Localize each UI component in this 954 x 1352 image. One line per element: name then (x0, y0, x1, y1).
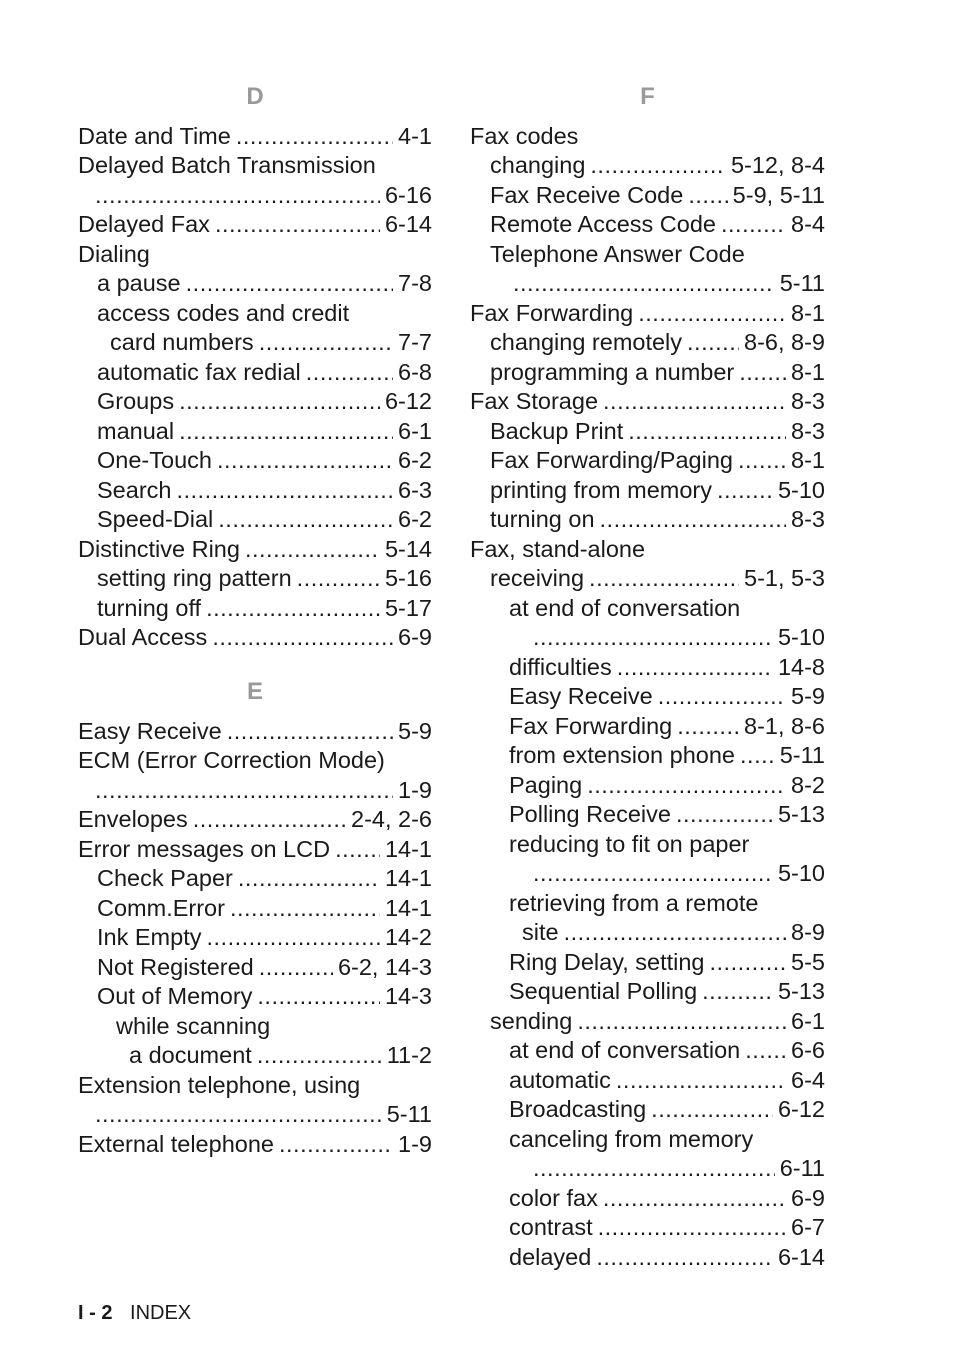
index-entry (78, 417, 432, 447)
dot-leader (628, 417, 786, 447)
index-entry-text: changing (490, 152, 586, 178)
index-entry (470, 889, 825, 919)
dot-leader (676, 800, 773, 830)
index-entry (78, 387, 432, 417)
dot-leader (218, 505, 393, 535)
index-entry (470, 741, 825, 771)
dot-leader (95, 181, 380, 211)
index-entry (78, 210, 432, 240)
index-entry (78, 1071, 432, 1101)
dot-leader (186, 269, 393, 299)
index-entry (78, 328, 432, 358)
index-entry-text: Delayed Fax (78, 211, 210, 237)
index-entry-page: 14-3 (384, 983, 432, 1009)
index-entry-text: setting ring pattern (97, 565, 292, 591)
dot-leader (212, 623, 393, 653)
dot-leader (577, 1007, 786, 1037)
index-entry-text: receiving (490, 565, 585, 591)
dot-leader (193, 805, 346, 835)
index-entry-text: Fax Forwarding (509, 712, 673, 739)
dot-leader (179, 387, 380, 417)
index-entry-text: Telephone Answer Code (490, 240, 745, 267)
dot-leader (677, 712, 739, 742)
section-letter-heading: F (640, 83, 655, 110)
index-entry-page: 5-11 (779, 742, 825, 768)
index-entry-page: 5-16 (384, 565, 432, 591)
index-entry-page: 1-9 (398, 776, 432, 803)
index-entry-text: turning on (490, 506, 595, 532)
index-entry-page: 8-6, 8-9 (744, 329, 825, 355)
index-entry-page: 5-9 (791, 683, 825, 709)
index-entry-page: 6-12 (384, 388, 432, 414)
index-entry (78, 151, 432, 181)
index-entry-page: 6-9 (398, 624, 432, 650)
index-entry-page: 6-2 (398, 447, 432, 473)
index-entry-page: 8-3 (791, 388, 825, 414)
index-entry (78, 805, 432, 835)
index-entry-page: 1-9 (398, 1130, 432, 1157)
dot-leader (616, 1066, 786, 1096)
dot-leader (533, 623, 773, 653)
index-entry (78, 564, 432, 594)
index-entry-text: Polling Receive (509, 801, 671, 827)
index-entry (470, 1007, 825, 1037)
index-column-right (470, 82, 825, 1272)
index-entry (78, 505, 432, 535)
index-entry-text: Paging (509, 771, 583, 798)
dot-leader (596, 1243, 773, 1273)
index-entry (470, 830, 825, 860)
index-entry (78, 358, 432, 388)
index-entry-text: Groups (97, 388, 175, 414)
index-entry-page: 8-1 (791, 299, 825, 326)
dot-leader (179, 417, 393, 447)
dot-leader (259, 328, 393, 358)
index-entry (470, 859, 825, 889)
index-entry-text: delayed (509, 1243, 592, 1270)
index-entry (470, 564, 825, 594)
index-entry-page: 8-4 (791, 211, 825, 237)
index-entry-page: 8-1 (791, 358, 825, 385)
index-entry (470, 1184, 825, 1214)
index-column-left (78, 82, 432, 1159)
index-entry (470, 446, 825, 476)
index-entry-text: sending (490, 1007, 573, 1034)
dot-leader (617, 653, 773, 683)
dot-leader (738, 446, 786, 476)
index-entry-text: color fax (509, 1184, 598, 1211)
index-entry (78, 894, 432, 924)
index-entry-text: retrieving from a remote (509, 889, 759, 916)
index-entry (470, 358, 825, 388)
index-entry (470, 1066, 825, 1096)
index-entry-page: 5-13 (777, 978, 825, 1004)
section-letter-heading: E (246, 678, 263, 705)
index-entry-text: Ring Delay, setting (509, 948, 705, 975)
index-entry-text: Envelopes (78, 806, 188, 832)
index-entry-page: 8-1 (791, 447, 825, 473)
dot-leader (306, 358, 393, 388)
index-entry (78, 122, 432, 152)
index-entry (470, 623, 825, 653)
index-entry-text: manual (97, 417, 175, 444)
dot-leader (95, 1100, 382, 1130)
dot-leader (739, 358, 786, 388)
index-entry-page: 6-4 (791, 1066, 825, 1093)
index-entry (470, 918, 825, 948)
index-entry-page: 6-6 (791, 1037, 825, 1063)
index-entry-text: difficulties (509, 653, 612, 680)
dot-leader (257, 982, 380, 1012)
index-entry (470, 299, 825, 329)
index-entry-text: programming a number (490, 358, 735, 385)
index-entry (78, 864, 432, 894)
dot-leader (279, 1130, 393, 1160)
dot-leader (236, 122, 393, 152)
index-entry-text: Backup Print (490, 417, 624, 444)
dot-leader (688, 181, 727, 211)
index-entry-page: 6-16 (384, 181, 432, 208)
index-entry-text: Extension telephone, using (78, 1071, 361, 1098)
index-entry-text: Easy Receive (78, 717, 222, 744)
index-entry-page: 5-9, 5-11 (732, 181, 825, 208)
index-entry-page: 14-8 (777, 653, 825, 680)
section-name: INDEX (130, 1302, 192, 1324)
index-entry-text: Out of Memory (97, 983, 253, 1009)
dot-leader (598, 1213, 786, 1243)
index-entry (78, 299, 432, 329)
index-entry (78, 835, 432, 865)
dot-leader (513, 269, 775, 299)
index-entry-text: Dialing (78, 240, 150, 267)
index-entry (78, 269, 432, 299)
index-entry-page: 5-11 (779, 270, 825, 296)
index-entry-page: 11-2 (386, 1042, 432, 1068)
index-entry-page: 5-17 (384, 594, 432, 621)
index-entry (470, 800, 825, 830)
index-entry-text: Check Paper (97, 865, 233, 891)
index-entry-text: card numbers (110, 329, 254, 355)
dot-leader (603, 387, 786, 417)
index-entry (470, 535, 825, 565)
index-entry-text: One-Touch (97, 447, 212, 473)
index-entry (78, 1100, 432, 1130)
index-entry-page: 8-9 (791, 919, 825, 945)
index-entry (78, 1041, 432, 1071)
index-entry (78, 181, 432, 211)
index-entry-page: 6-11 (779, 1155, 825, 1181)
index-entry-text: automatic fax redial (97, 358, 301, 385)
page-number: I - 2 (78, 1302, 113, 1324)
index-entry-page: 6-1 (791, 1007, 825, 1034)
index-entry (470, 328, 825, 358)
index-entry-page: 8-2 (791, 771, 825, 798)
index-entry-text: site (522, 919, 559, 945)
index-entry (470, 505, 825, 535)
index-entry-page: 8-3 (791, 417, 825, 444)
index-entry-text: Comm.Error (97, 894, 225, 921)
index-entry-page: 14-1 (384, 894, 432, 921)
dot-leader (740, 741, 775, 771)
index-entry (470, 1154, 825, 1184)
dot-leader (259, 953, 333, 983)
index-entry (78, 446, 432, 476)
index-entry-page: 5-11 (386, 1101, 432, 1127)
index-entry-text: automatic (509, 1066, 611, 1093)
index-entry (78, 476, 432, 506)
index-entry (470, 1125, 825, 1155)
dot-leader (245, 535, 380, 565)
index-entry-text: Fax codes (470, 122, 579, 149)
dot-leader (710, 948, 787, 978)
index-entry-page: 6-1 (398, 417, 432, 444)
index-entry-page: 14-2 (384, 924, 432, 950)
index-entry (470, 771, 825, 801)
index-entry-text: Fax Forwarding (470, 299, 634, 326)
index-entry-text: ECM (Error Correction Mode) (78, 747, 385, 773)
index-entry-page: 6-3 (398, 476, 432, 503)
dot-leader (702, 977, 773, 1007)
index-entry-text: External telephone (78, 1130, 274, 1157)
index-entry (470, 240, 825, 270)
index-entry-page: 6-2, 14-3 (337, 953, 432, 980)
index-entry-text: Broadcasting (509, 1096, 647, 1122)
index-entry-page: 7-8 (398, 270, 432, 296)
dot-leader (721, 210, 786, 240)
index-entry (78, 1130, 432, 1160)
index-entry-page: 8-1, 8-6 (744, 712, 825, 739)
index-entry-page: 6-7 (791, 1214, 825, 1240)
index-entry (78, 717, 432, 747)
index-entry-text: Distinctive Ring (78, 535, 240, 562)
index-entry-text: Fax Storage (470, 388, 599, 414)
index-entry-text: Search (97, 476, 172, 503)
dot-leader (717, 476, 773, 506)
index-entry-page: 8-3 (791, 506, 825, 532)
index-entry-page: 14-1 (384, 865, 432, 891)
dot-leader (230, 894, 380, 924)
index-entry-page: 2-4, 2-6 (351, 806, 432, 832)
dot-leader (238, 864, 380, 894)
index-entry-text: Sequential Polling (509, 978, 698, 1004)
index-entry-page: 6-14 (384, 211, 432, 237)
index-entry (470, 712, 825, 742)
dot-leader (257, 1041, 382, 1071)
index-entry-text: reducing to fit on paper (509, 830, 750, 857)
index-entry-page: 5-12, 8-4 (730, 152, 825, 178)
index-entry (470, 151, 825, 181)
dot-leader (227, 717, 393, 747)
index-entry-page: 6-8 (398, 358, 432, 385)
index-entry (470, 122, 825, 152)
index-entry (470, 977, 825, 1007)
dot-leader (176, 476, 393, 506)
index-entry-text: Fax Receive Code (490, 181, 684, 208)
dot-leader (206, 594, 380, 624)
dot-leader (215, 210, 380, 240)
index-entry (78, 923, 432, 953)
dot-leader (658, 682, 786, 712)
index-entry (78, 746, 432, 776)
dot-leader (745, 1036, 786, 1066)
index-entry-text: Delayed Batch Transmission (78, 152, 376, 178)
index-entry (470, 653, 825, 683)
index-entry-page: 6-14 (777, 1243, 825, 1270)
index-entry-page: 5-1, 5-3 (744, 565, 825, 591)
index-entry (78, 594, 432, 624)
index-entry-text: Speed-Dial (97, 506, 214, 532)
dot-leader (95, 776, 393, 806)
index-entry (78, 776, 432, 806)
page-footer (78, 1300, 191, 1326)
index-entry-text: contrast (509, 1214, 593, 1240)
dot-leader (335, 835, 380, 865)
index-entry (470, 948, 825, 978)
dot-leader (206, 923, 379, 953)
dot-leader (297, 564, 380, 594)
index-entry (470, 682, 825, 712)
index-entry (470, 1095, 825, 1125)
index-entry (470, 1213, 825, 1243)
dot-leader (564, 918, 786, 948)
index-entry (470, 210, 825, 240)
dot-leader (687, 328, 739, 358)
index-entry-text: Fax, stand-alone (470, 535, 646, 562)
dot-leader (589, 564, 739, 594)
index-entry (470, 1036, 825, 1066)
index-entry-text: Ink Empty (97, 924, 202, 950)
dot-leader (533, 859, 773, 889)
index-entry-text: at end of conversation (509, 594, 741, 621)
index-entry (470, 387, 825, 417)
dot-leader (651, 1095, 773, 1125)
index-entry (470, 476, 825, 506)
index-entry-text: Fax Forwarding/Paging (490, 447, 733, 473)
index-entry-text: from extension phone (509, 742, 736, 768)
index-entry (470, 1243, 825, 1273)
dot-leader (217, 446, 393, 476)
index-entry-text: Not Registered (97, 953, 254, 980)
index-entry-text: a pause (97, 270, 181, 296)
index-entry-page: 4-1 (398, 122, 432, 149)
dot-leader (600, 505, 787, 535)
index-entry (78, 982, 432, 1012)
dot-leader (533, 1154, 775, 1184)
index-entry-text: changing remotely (490, 329, 683, 355)
index-entry-page: 6-12 (777, 1096, 825, 1122)
index-entry-page: 5-10 (777, 624, 825, 650)
index-entry-text: a document (129, 1042, 252, 1068)
dot-leader (603, 1184, 786, 1214)
index-entry-text: at end of conversation (509, 1037, 741, 1063)
index-entry-page: 5-5 (791, 948, 825, 975)
index-entry-text: Date and Time (78, 122, 231, 149)
index-entry-text: Error messages on LCD (78, 835, 331, 862)
index-entry-page: 5-10 (777, 476, 825, 503)
index-entry (78, 953, 432, 983)
index-entry (470, 594, 825, 624)
section-letter-heading: D (246, 83, 264, 110)
dot-leader (638, 299, 786, 329)
index-entry-text: access codes and credit (97, 299, 350, 326)
index-entry-text: printing from memory (490, 476, 712, 503)
index-entry-page: 5-9 (398, 717, 432, 744)
index-entry-text: turning off (97, 594, 202, 621)
dot-leader (587, 771, 786, 801)
index-entry-text: while scanning (116, 1012, 271, 1039)
index-entry-page: 7-7 (398, 329, 432, 355)
index-entry-text: Remote Access Code (490, 211, 716, 237)
index-entry-page: 14-1 (384, 835, 432, 862)
index-entry (78, 1012, 432, 1042)
index-entry (78, 535, 432, 565)
index-entry-text: Dual Access (78, 624, 208, 650)
index-entry-text: Easy Receive (509, 683, 653, 709)
index-entry-page: 6-9 (791, 1184, 825, 1211)
index-entry (470, 269, 825, 299)
dot-leader (590, 151, 726, 181)
index-entry-text: canceling from memory (509, 1125, 754, 1152)
index-entry-page: 5-13 (777, 801, 825, 827)
index-entry-page: 5-10 (777, 860, 825, 886)
index-entry (470, 181, 825, 211)
index-entry (78, 623, 432, 653)
index-entry-page: 6-2 (398, 506, 432, 532)
index-entry-page: 5-14 (384, 535, 432, 562)
index-entry (78, 240, 432, 270)
index-entry (470, 417, 825, 447)
